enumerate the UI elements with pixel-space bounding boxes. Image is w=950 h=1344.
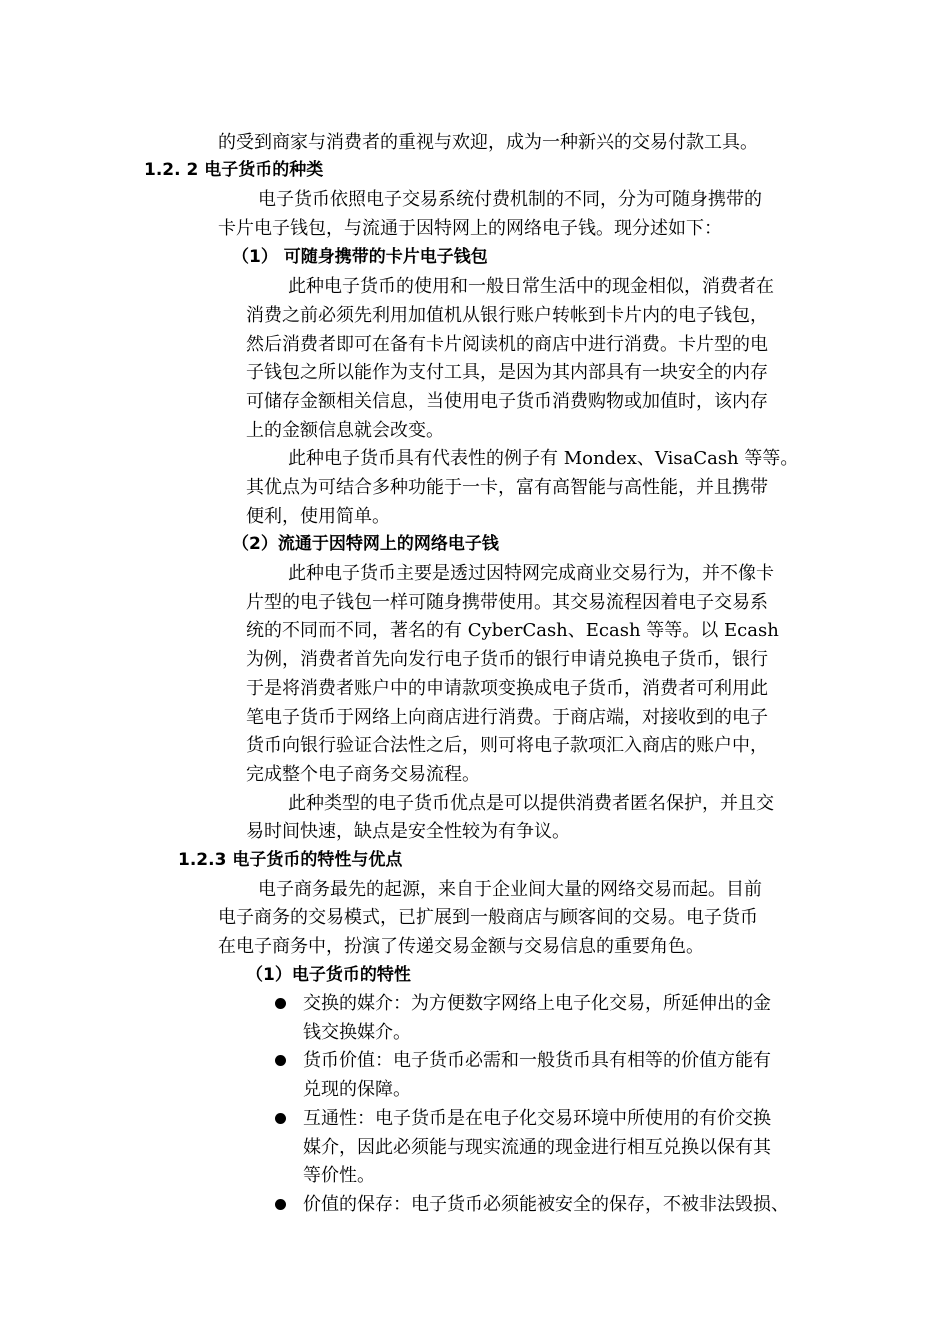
- paragraph-line: 货币向银行验证合法性之后，则可将电子款项汇入商店的账户中，: [246, 735, 768, 756]
- bullet-item-line: 价值的保存：电子货币必须能被安全的保存，不被非法毁损、: [303, 1194, 789, 1215]
- bullet-item-line: 货币价值：电子货币必需和一般货币具有相等的价值方能有: [303, 1050, 771, 1071]
- paragraph-line: 电子商务的交易模式，已扩展到一般商店与顾客间的交易。电子货币: [218, 907, 758, 928]
- subheading-network-money: （2）流通于因特网上的网络电子钱: [232, 534, 499, 554]
- section-heading-1-2-3: 1.2.3 电子货币的特性与优点: [178, 850, 403, 870]
- bullet-icon: [275, 1055, 286, 1066]
- paragraph-line: 其优点为可结合多种功能于一卡，富有高智能与高性能，并且携带: [246, 477, 768, 498]
- paragraph-line: 完成整个电子商务交易流程。: [246, 764, 480, 785]
- bullet-icon: [275, 998, 286, 1009]
- paragraph-line: 电子商务最先的起源，来自于企业间大量的网络交易而起。目前: [258, 879, 762, 900]
- bullet-item-line: 互通性：电子货币是在电子化交易环境中所使用的有价交换: [303, 1108, 771, 1129]
- paragraph-line: 笔电子货币于网络上向商店进行消费。于商店端，对接收到的电子: [246, 707, 768, 728]
- bullet-icon: [275, 1199, 286, 1210]
- paragraph-line: 片型的电子钱包一样可随身携带使用。其交易流程因着电子交易系: [246, 592, 768, 613]
- paragraph-line: 此种电子货币主要是透过因特网完成商业交易行为，并不像卡: [288, 563, 774, 584]
- paragraph-line: 子钱包之所以能作为支付工具，是因为其内部具有一块安全的内存: [246, 362, 768, 383]
- subheading-characteristics: （1）电子货币的特性: [246, 965, 411, 985]
- paragraph-line: 便利，使用简单。: [246, 506, 390, 527]
- bullet-item-line: 交换的媒介：为方便数字网络上电子化交易，所延伸出的金: [303, 993, 771, 1014]
- bullet-icon: [275, 1113, 286, 1124]
- paragraph-line: 电子货币依照电子交易系统付费机制的不同，分为可随身携带的: [258, 189, 762, 210]
- section-heading-1-2-2: 1.2. 2 电子货币的种类: [144, 160, 324, 180]
- paragraph-line: 在电子商务中，扮演了传递交易金额与交易信息的重要角色。: [218, 936, 704, 957]
- paragraph-line: 于是将消费者账户中的申请款项变换成电子货币，消费者可利用此: [246, 678, 768, 699]
- subheading-card-wallet: （1） 可随身携带的卡片电子钱包: [232, 247, 488, 267]
- paragraph-line: 然后消费者即可在备有卡片阅读机的商店中进行消费。卡片型的电: [246, 334, 768, 355]
- paragraph-line: 此种电子货币的使用和一般日常生活中的现金相似，消费者在: [288, 276, 774, 297]
- paragraph-line: 消费之前必须先利用加值机从银行账户转帐到卡片内的电子钱包，: [246, 305, 768, 326]
- paragraph-line: 的受到商家与消费者的重视与欢迎，成为一种新兴的交易付款工具。: [218, 132, 758, 153]
- bullet-item-line: 媒介，因此必须能与现实流通的现金进行相互兑换以保有其: [303, 1137, 771, 1158]
- bullet-item-line: 钱交换媒介。: [303, 1022, 411, 1043]
- paragraph-line: 可储存金额相关信息，当使用电子货币消费购物或加值时，该内存: [246, 391, 768, 412]
- paragraph-line: 此种类型的电子货币优点是可以提供消费者匿名保护，并且交: [288, 793, 774, 814]
- paragraph-line: 易时间快速，缺点是安全性较为有争议。: [246, 821, 570, 842]
- paragraph-line: 卡片电子钱包，与流通于因特网上的网络电子钱。现分述如下：: [218, 218, 722, 239]
- paragraph-line: 此种电子货币具有代表性的例子有 Mondex、VisaCash 等等。: [288, 448, 799, 469]
- paragraph-line: 为例，消费者首先向发行电子货币的银行申请兑换电子货币，银行: [246, 649, 768, 670]
- bullet-item-line: 兑现的保障。: [303, 1079, 411, 1100]
- paragraph-line: 统的不同而不同，著名的有 CyberCash、Ecash 等等。以 Ecash: [246, 620, 779, 641]
- bullet-item-line: 等价性。: [303, 1165, 375, 1186]
- paragraph-line: 上的金额信息就会改变。: [246, 420, 444, 441]
